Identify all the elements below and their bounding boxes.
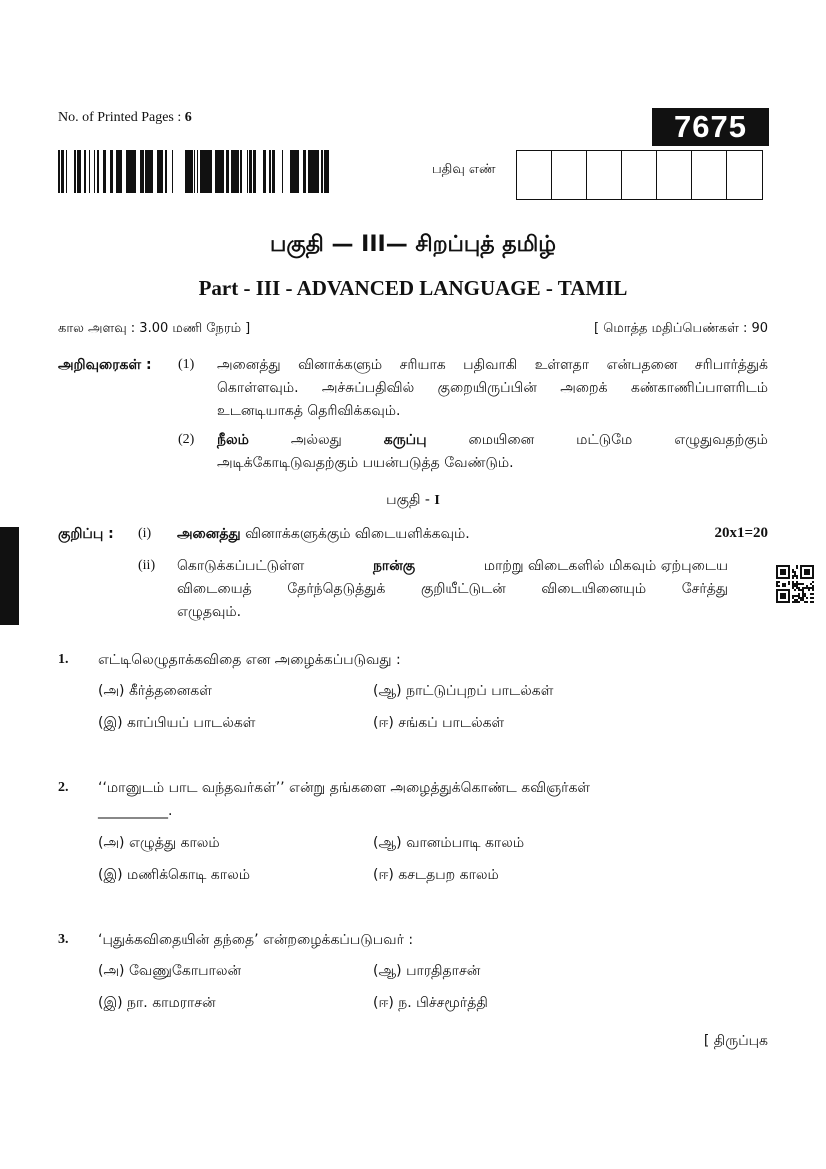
note-2-line [177,555,728,578]
black-ink-word: கருப்பு [383,432,427,448]
register-digit-box[interactable] [587,151,622,199]
note-2-word: கொடுக்கப்பட்டுள்ள [177,558,305,574]
instruction-number: (1) [178,357,195,372]
instruction-word: மையினை [468,432,535,448]
printed-pages-value: 6 [184,110,192,125]
option-text: வேணுகோபாலன் [128,963,242,979]
paper-code: 7675 [652,108,769,146]
blue-ink-word: நீலம் [217,432,249,448]
section-heading [0,492,826,510]
option-label: (ஆ) [373,835,402,851]
register-number-label: பதிவு எண் [432,162,496,177]
option-text: ந. பிச்சமூர்த்தி [398,995,488,1011]
question-blank: __________. [98,803,173,819]
instruction-1-line: அனைத்து வினாக்களும் சரியாக பதிவாகி உள்ளதா என்பதனை சரிபார்த்துக் [217,357,768,373]
option-c [98,867,250,885]
turn-over-note: [ திருப்புக [703,1033,768,1049]
instructions-label: அறிவுரைகள் : [58,357,152,373]
section-heading-roman: I [434,493,440,508]
option-text: எழுத்து காலம் [128,835,220,851]
option-text: சங்கப் பாடல்கள் [398,715,505,731]
option-d [373,867,499,885]
option-c [98,995,216,1013]
note-label: குறிப்பு : [58,526,114,542]
instruction-1-line: கொள்ளவும். அச்சுப்பதிவில் குறையிருப்பின் அறைக் கண்காணிப்பாளரிடம் [217,380,768,396]
printed-pages [58,110,192,126]
option-b [373,835,524,853]
note-1-rest: வினாக்களுக்கும் விடையளிக்கவும். [245,526,470,542]
option-text: நாட்டுப்புறப் பாடல்கள் [406,683,554,699]
option-text: மணிக்கொடி காலம் [127,867,250,883]
side-marker-bar [0,527,19,625]
option-text: கசடதபற காலம் [398,867,499,883]
title-english: Part - III - ADVANCED LANGUAGE - TAMIL [198,276,628,300]
option-label: (ஆ) [373,963,402,979]
question-text: ‘‘மானுடம் பாட வந்தவர்கள்’’ என்று தங்களை அழைத்துக்கொண்ட கவிஞர்கள் [98,780,591,796]
instruction-2-line: அடிக்கோடிடுவதற்கும் பயன்படுத்த வேண்டும். [217,455,514,471]
question-number: 2. [58,780,69,795]
option-d [373,995,488,1013]
note-1-line [177,523,470,546]
instruction-word: மட்டுமே [576,432,633,448]
register-digit-box[interactable] [692,151,727,199]
register-number-boxes[interactable] [516,150,763,200]
option-label: (ஈ) [373,715,394,731]
note-1-bold: அனைத்து [177,526,241,542]
option-label: (அ) [98,963,125,979]
section-heading-tamil: பகுதி - [386,492,430,508]
option-a [98,835,220,853]
register-digit-box[interactable] [622,151,657,199]
question-text: எட்டிலெழுதாக்கவிதை என அழைக்கப்படுவது : [98,652,401,668]
instruction-2-line [217,429,768,452]
note-2-bold: நான்கு [372,558,416,574]
option-b [373,683,553,701]
option-text: வானம்பாடி காலம் [406,835,525,851]
question-text: ‘புதுக்கவிதையின் தந்தை’ என்றழைக்கப்படுபவர் : [98,932,414,948]
register-digit-box[interactable] [727,151,762,199]
option-a [98,683,212,701]
option-text: கீர்த்தனைகள் [128,683,212,699]
title-tamil: பகுதி — III— சிறப்புத் தமிழ் [270,232,556,257]
note-number: (i) [138,526,152,541]
option-c [98,715,255,733]
qr-code [776,565,814,603]
option-label: (ஈ) [373,867,394,883]
option-label: (இ) [98,715,123,731]
option-d [373,715,504,733]
option-label: (ஆ) [373,683,402,699]
option-label: (ஈ) [373,995,394,1011]
option-a [98,963,241,981]
note-2-line: விடையைத் தேர்ந்தெடுத்துக் குறியீட்டுடன் விடையினையும் சேர்த்து [177,581,728,597]
option-text: பாரதிதாசன் [406,963,481,979]
instruction-word: அல்லது [290,432,342,448]
option-text: காப்பியப் பாடல்கள் [127,715,256,731]
register-digit-box[interactable] [517,151,552,199]
note-number: (ii) [138,558,156,573]
option-b [373,963,480,981]
note-2-word: மாற்று விடைகளில் மிகவும் ஏற்புடைய [483,558,728,574]
register-digit-box[interactable] [657,151,692,199]
option-label: (அ) [98,835,125,851]
duration: கால அளவு : 3.00 மணி நேரம் ] [58,321,251,336]
note-2-line: எழுதவும். [177,604,242,620]
question-number: 1. [58,652,69,667]
option-label: (இ) [98,867,123,883]
instruction-number: (2) [178,432,195,447]
option-label: (அ) [98,683,125,699]
question-number: 3. [58,932,69,947]
max-marks: [ மொத்த மதிப்பெண்கள் : 90 [594,321,768,336]
barcode [58,150,330,193]
instruction-word: எழுதுவதற்கும் [674,432,768,448]
section-marks: 20x1=20 [714,525,768,541]
printed-pages-label: No. of Printed Pages : [58,110,182,125]
option-text: நா. காமராசன் [127,995,216,1011]
register-digit-box[interactable] [552,151,587,199]
option-label: (இ) [98,995,123,1011]
instruction-1-line: உடனடியாகத் தெரிவிக்கவும். [217,403,401,419]
